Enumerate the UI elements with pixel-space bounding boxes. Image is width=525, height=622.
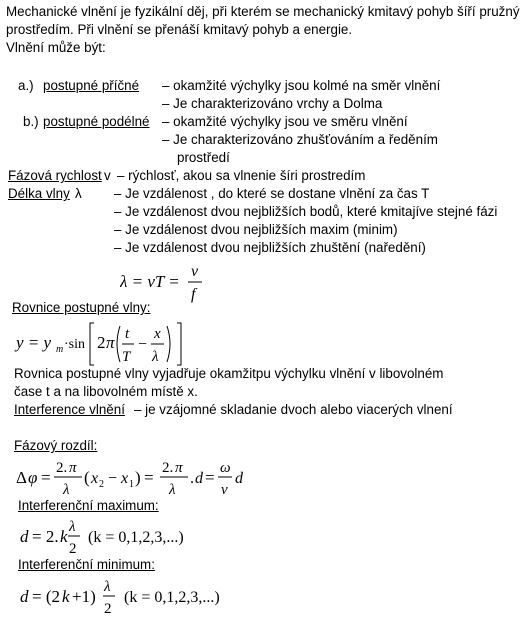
svg-text:= (2: = (2 bbox=[32, 587, 60, 606]
type-b-label: postupné podélné bbox=[43, 114, 150, 129]
type-b-desc-3: prostředí bbox=[177, 150, 230, 165]
wavelength-item-4: – Je vzdálenost dvou nejbližších zhuštění (naředění) bbox=[114, 240, 426, 255]
svg-text:π: π bbox=[175, 460, 183, 476]
svg-text:λ: λ bbox=[169, 482, 176, 498]
svg-text:−: − bbox=[138, 336, 148, 353]
wave-equation-heading: Rovnice postupné vlny: bbox=[12, 300, 151, 315]
type-a-marker: a.) bbox=[18, 78, 34, 93]
formula-phase-difference bbox=[14, 456, 244, 503]
interference-maximum-heading: Interferenční maximum: bbox=[18, 498, 159, 513]
svg-text:v: v bbox=[221, 482, 228, 498]
formula-wave-equation bbox=[14, 320, 194, 371]
svg-text:k: k bbox=[60, 527, 68, 546]
svg-text:x: x bbox=[154, 326, 161, 342]
svg-text:x: x bbox=[91, 470, 99, 487]
interference-desc: – je vzájomné skladanie dvoch alebo viacerých vlnení bbox=[134, 402, 453, 417]
svg-text:1: 1 bbox=[129, 479, 134, 490]
svg-text:−: − bbox=[108, 470, 118, 487]
svg-text:=: = bbox=[41, 468, 51, 487]
svg-text:ω: ω bbox=[220, 460, 231, 476]
svg-text:π: π bbox=[69, 460, 77, 476]
svg-text:φ: φ bbox=[28, 468, 38, 487]
type-a-label: postupné příčné bbox=[43, 78, 140, 93]
svg-text:·sin: ·sin bbox=[64, 337, 85, 352]
wave-equation-desc-2: čase t a na libovolném místě x. bbox=[14, 384, 198, 399]
svg-text:): ) bbox=[135, 468, 141, 487]
svg-text:λ: λ bbox=[104, 579, 111, 595]
formula-maximum-condition: (k = 0,1,2,3,...) bbox=[88, 529, 184, 546]
formula-wave-equation-svg bbox=[14, 320, 194, 368]
interference-label: Interference vlnění bbox=[14, 402, 125, 417]
svg-text:π: π bbox=[106, 333, 115, 352]
svg-text:T: T bbox=[122, 349, 131, 365]
phase-velocity-symbol: v bbox=[104, 168, 111, 183]
formula-wavelength-lhs: λ = vT = bbox=[120, 272, 180, 291]
wavelength-item-3: – Je vzdálenost dvou nejbližších maxim (minim) bbox=[114, 222, 398, 237]
type-a-desc-1: – okamžité výchylky jsou kolmé na směr vlnění bbox=[162, 78, 441, 93]
svg-text:d: d bbox=[195, 470, 203, 487]
svg-text:2: 2 bbox=[99, 479, 104, 490]
wavelength-item-1: – Je vzdálenost , do které se dostane vlnění za čas T bbox=[114, 186, 430, 201]
intro-line-3: Vlnění může být: bbox=[6, 40, 106, 55]
phase-velocity-label: Fázová rychlost bbox=[8, 168, 102, 183]
wavelength-label: Délka vlny bbox=[8, 186, 70, 201]
svg-text:t: t bbox=[125, 326, 130, 342]
type-b-marker: b.) bbox=[23, 114, 39, 129]
wavelength-symbol: λ bbox=[75, 186, 82, 201]
svg-text:= 2.: = 2. bbox=[32, 527, 59, 546]
wavelength-item-2: – Je vzdálenost dvou nejbližších bodů, které kmitajíve stejné fázi bbox=[114, 204, 498, 219]
svg-text:y = y: y = y bbox=[16, 333, 52, 352]
svg-text:2: 2 bbox=[97, 333, 106, 352]
svg-text:λ: λ bbox=[152, 349, 159, 365]
phase-velocity-desc: – rýchlosť, akou sa vlnenie šíri prostredím bbox=[117, 168, 366, 183]
svg-text:=: = bbox=[205, 468, 215, 487]
formula-minimum-condition: (k = 0,1,2,3,...) bbox=[124, 589, 220, 606]
formula-wavelength-svg bbox=[120, 262, 220, 304]
svg-text:d: d bbox=[235, 470, 243, 487]
intro-line-1: Mechanické vlnění je fyzikální děj, při kterém se mechanický kmitavý pohyb šíří pružný bbox=[6, 4, 520, 19]
svg-text:2.: 2. bbox=[162, 460, 174, 476]
formula-phase-difference-svg bbox=[14, 456, 244, 500]
svg-text:2: 2 bbox=[104, 601, 112, 617]
svg-text:=: = bbox=[144, 468, 154, 487]
intro-line-2: prostředím. Při vlnění se přenáší kmitavý pohyb a energie. bbox=[6, 22, 353, 37]
formula-wavelength-num: v bbox=[191, 263, 199, 280]
svg-text:.: . bbox=[190, 470, 194, 487]
wave-equation-desc-1: Rovnica postupné vlny vyjadřuje okamžitpu výchylku vlnění v libovolném bbox=[14, 366, 444, 381]
svg-text:λ: λ bbox=[69, 519, 76, 535]
svg-text:d: d bbox=[20, 587, 29, 606]
svg-text:Δ: Δ bbox=[16, 468, 27, 487]
svg-text:λ: λ bbox=[63, 482, 70, 498]
svg-text:m: m bbox=[56, 344, 64, 355]
phase-difference-heading: Fázový rozdíl: bbox=[14, 438, 98, 453]
svg-text:2: 2 bbox=[69, 541, 77, 557]
svg-text:(: ( bbox=[84, 468, 90, 487]
type-a-desc-2: – Je charakterizováno vrchy a Dolma bbox=[162, 96, 383, 111]
type-b-desc-1: – okamžité výchylky jsou ve směru vlnění bbox=[162, 114, 408, 129]
svg-text:x: x bbox=[121, 470, 129, 487]
svg-text:2.: 2. bbox=[56, 460, 68, 476]
svg-text:k: k bbox=[62, 587, 70, 606]
formula-minimum-svg bbox=[18, 575, 228, 619]
formula-wavelength-den: f bbox=[191, 286, 196, 303]
formula-maximum-svg bbox=[18, 515, 188, 559]
formula-interference-maximum bbox=[18, 515, 188, 562]
interference-minimum-heading: Interferenční minimum: bbox=[18, 557, 155, 572]
formula-interference-minimum bbox=[18, 575, 228, 622]
svg-text:d: d bbox=[20, 527, 29, 546]
svg-text:+1): +1) bbox=[72, 587, 96, 606]
type-b-desc-2: – Je charakterizováno zhušťováním a ředěním bbox=[162, 132, 438, 147]
